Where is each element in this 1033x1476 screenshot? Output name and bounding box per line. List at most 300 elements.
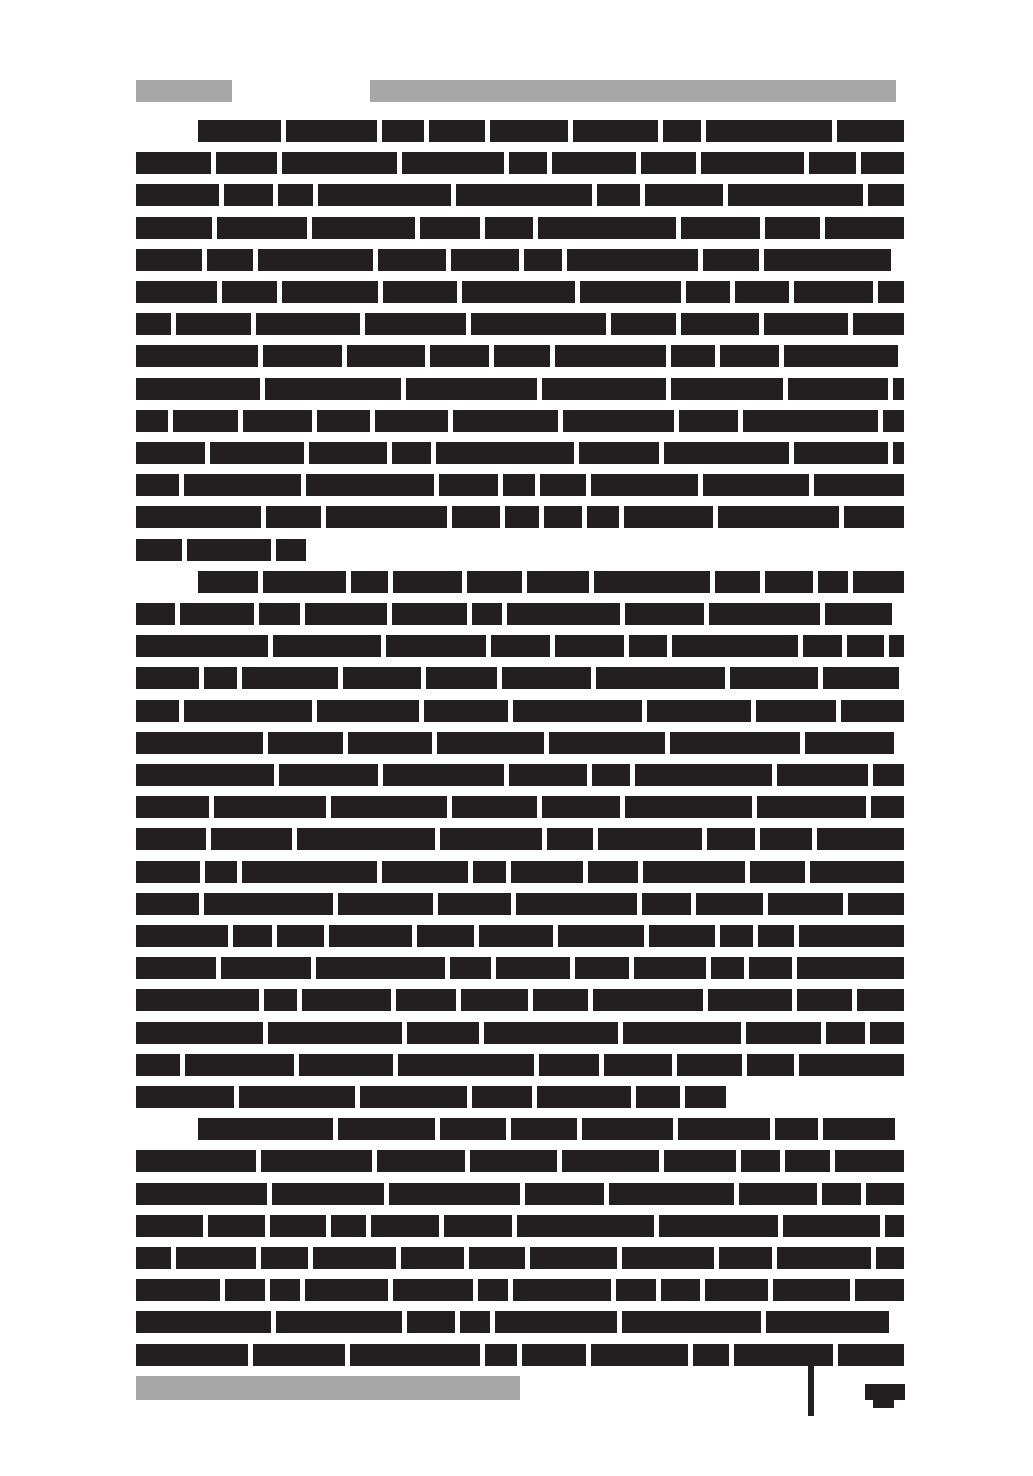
redacted-word xyxy=(440,828,542,850)
redacted-word xyxy=(136,410,168,432)
redacted-word xyxy=(261,1247,308,1269)
redacted-word xyxy=(136,700,179,722)
redacted-word xyxy=(549,732,665,754)
redacted-word xyxy=(378,249,446,271)
redacted-word xyxy=(809,152,856,174)
redacted-word xyxy=(591,474,698,496)
redacted-word xyxy=(438,893,511,915)
redacted-word xyxy=(214,796,326,818)
redacted-word xyxy=(478,1279,508,1301)
redacted-word xyxy=(389,1183,520,1205)
text-line xyxy=(136,442,904,464)
redacted-word xyxy=(407,1311,455,1333)
redacted-word xyxy=(216,152,277,174)
redacted-word xyxy=(671,378,783,400)
redacted-word xyxy=(136,732,263,754)
redacted-word xyxy=(866,1183,904,1205)
redacted-word xyxy=(313,1247,396,1269)
redacted-word xyxy=(207,249,253,271)
redacted-word xyxy=(136,539,182,561)
text-line xyxy=(136,957,904,979)
redacted-word xyxy=(756,700,836,722)
redacted-word xyxy=(208,1215,265,1237)
redacted-word xyxy=(136,667,199,689)
redacted-word xyxy=(847,635,884,657)
redacted-word xyxy=(184,700,312,722)
redacted-word xyxy=(868,184,904,206)
redacted-word xyxy=(855,1279,904,1301)
redacted-word xyxy=(365,313,466,335)
text-line xyxy=(136,1118,904,1140)
redacted-word xyxy=(406,378,537,400)
redacted-word xyxy=(398,1054,534,1076)
redacted-word xyxy=(664,1150,736,1172)
redacted-word xyxy=(848,893,904,915)
redacted-word xyxy=(659,1215,778,1237)
redacted-word xyxy=(456,184,592,206)
running-header-right xyxy=(370,80,896,102)
text-line xyxy=(136,571,904,593)
redacted-word xyxy=(522,1344,586,1366)
redacted-word xyxy=(490,120,568,142)
redacted-word xyxy=(823,1118,895,1140)
redacted-word xyxy=(386,635,486,657)
redacted-word xyxy=(757,796,866,818)
redacted-word xyxy=(611,313,676,335)
redacted-word xyxy=(876,1247,904,1269)
redacted-word xyxy=(509,152,547,174)
redacted-word xyxy=(730,667,818,689)
redacted-word xyxy=(270,1279,300,1301)
redacted-word xyxy=(857,989,904,1011)
redacted-word xyxy=(720,925,753,947)
redacted-word xyxy=(765,217,820,239)
redacted-word xyxy=(371,1215,439,1237)
text-line xyxy=(136,700,904,722)
redacted-word xyxy=(491,635,550,657)
redacted-word xyxy=(609,1183,734,1205)
redacted-word xyxy=(351,571,388,593)
text-line xyxy=(136,764,904,786)
text-line xyxy=(136,732,904,754)
text-line xyxy=(136,667,904,689)
redacted-word xyxy=(575,957,629,979)
redacted-word xyxy=(647,700,751,722)
redacted-word xyxy=(766,1311,889,1333)
redacted-word xyxy=(844,506,904,528)
redacted-word xyxy=(393,571,462,593)
redacted-word xyxy=(472,603,502,625)
redacted-word xyxy=(516,893,637,915)
redacted-word xyxy=(708,989,792,1011)
redacted-word xyxy=(184,474,301,496)
redacted-word xyxy=(604,1054,672,1076)
redacted-word xyxy=(679,410,738,432)
redacted-word xyxy=(350,1344,480,1366)
text-line xyxy=(136,410,904,432)
redacted-word xyxy=(347,345,425,367)
redacted-word xyxy=(467,571,522,593)
redacted-word xyxy=(709,603,820,625)
redacted-word xyxy=(799,925,904,947)
redacted-word xyxy=(616,1279,656,1301)
text-line xyxy=(136,989,904,1011)
redacted-word xyxy=(634,957,706,979)
redacted-word xyxy=(893,442,904,464)
redacted-word xyxy=(596,667,725,689)
redacted-word xyxy=(764,249,891,271)
redacted-word xyxy=(703,474,809,496)
redacted-word xyxy=(537,1086,631,1108)
redacted-word xyxy=(338,893,433,915)
redacted-word xyxy=(299,1054,393,1076)
redacted-word xyxy=(343,667,421,689)
page-number-tail xyxy=(873,1400,894,1408)
redacted-word xyxy=(797,989,852,1011)
redacted-word xyxy=(507,603,620,625)
redacted-word xyxy=(205,861,237,883)
redacted-word xyxy=(256,313,360,335)
redacted-word xyxy=(495,1311,617,1333)
redacted-word xyxy=(794,442,888,464)
redacted-word xyxy=(136,989,259,1011)
redacted-word xyxy=(278,184,313,206)
redacted-word xyxy=(210,442,304,464)
redacted-word xyxy=(841,700,904,722)
redacted-word xyxy=(579,442,659,464)
redacted-word xyxy=(444,1215,512,1237)
redacted-word xyxy=(176,1247,256,1269)
redacted-word xyxy=(383,281,457,303)
redacted-word xyxy=(360,1086,467,1108)
redacted-word xyxy=(582,1118,673,1140)
redacted-word xyxy=(473,861,506,883)
redacted-word xyxy=(739,1183,817,1205)
redacted-word xyxy=(217,217,307,239)
redacted-word xyxy=(305,603,387,625)
redacted-word xyxy=(221,957,311,979)
redacted-word xyxy=(623,1022,741,1044)
redacted-word xyxy=(594,571,710,593)
redacted-word xyxy=(563,410,674,432)
text-line xyxy=(136,378,904,400)
redacted-word xyxy=(719,1247,772,1269)
redacted-word xyxy=(136,861,200,883)
redacted-word xyxy=(329,925,412,947)
redacted-word xyxy=(517,1215,654,1237)
redacted-word xyxy=(818,571,848,593)
redacted-word xyxy=(272,1183,384,1205)
page-number xyxy=(865,1384,905,1400)
redacted-word xyxy=(573,120,658,142)
redacted-word xyxy=(760,828,812,850)
redacted-word xyxy=(471,313,606,335)
text-line xyxy=(136,635,904,657)
redacted-word xyxy=(705,1279,768,1301)
redacted-word xyxy=(485,1344,517,1366)
redacted-word xyxy=(417,925,474,947)
redacted-word xyxy=(276,539,306,561)
redacted-word xyxy=(505,506,539,528)
redacted-word xyxy=(642,893,691,915)
text-line xyxy=(136,506,904,528)
text-line xyxy=(136,1183,904,1205)
redacted-word xyxy=(544,506,582,528)
redacted-word xyxy=(562,1150,659,1172)
redacted-word xyxy=(317,700,419,722)
redacted-word xyxy=(402,152,504,174)
redacted-word xyxy=(136,1086,234,1108)
redacted-word xyxy=(592,764,630,786)
redacted-word xyxy=(470,1150,557,1172)
redacted-word xyxy=(734,1344,833,1366)
redacted-word xyxy=(176,313,251,335)
redacted-word xyxy=(593,989,703,1011)
redacted-word xyxy=(302,989,391,1011)
redacted-word xyxy=(393,1279,473,1301)
text-line xyxy=(136,184,904,206)
redacted-word xyxy=(440,1118,506,1140)
redacted-word xyxy=(136,1183,267,1205)
redacted-word xyxy=(625,796,752,818)
text-line xyxy=(136,925,904,947)
redacted-word xyxy=(681,313,759,335)
redacted-word xyxy=(424,700,508,722)
redacted-word xyxy=(788,378,888,400)
redacted-word xyxy=(253,1344,345,1366)
redacted-word xyxy=(649,925,715,947)
redacted-word xyxy=(555,635,624,657)
redacted-word xyxy=(263,571,346,593)
redacted-word xyxy=(540,474,586,496)
redacted-word xyxy=(136,313,171,335)
redacted-word xyxy=(533,989,588,1011)
redacted-word xyxy=(461,989,528,1011)
redacted-word xyxy=(889,635,904,657)
redacted-word xyxy=(853,313,904,335)
redacted-word xyxy=(784,345,898,367)
redacted-word xyxy=(452,796,537,818)
redacted-word xyxy=(273,635,381,657)
text-line xyxy=(136,1247,904,1269)
redacted-word xyxy=(513,1279,611,1301)
redacted-word xyxy=(136,925,228,947)
redacted-word xyxy=(306,474,434,496)
redacted-word xyxy=(392,603,467,625)
redacted-word xyxy=(728,184,863,206)
redacted-word xyxy=(870,1022,904,1044)
redacted-word xyxy=(524,249,562,271)
redacted-word xyxy=(826,1022,865,1044)
redacted-word xyxy=(538,217,676,239)
redacted-word xyxy=(853,571,904,593)
redacted-word xyxy=(503,474,535,496)
redacted-word xyxy=(331,796,447,818)
redacted-word xyxy=(136,796,209,818)
text-line xyxy=(136,796,904,818)
redacted-word xyxy=(198,571,258,593)
redacted-word xyxy=(625,603,704,625)
redacted-word xyxy=(317,410,370,432)
redacted-word xyxy=(136,893,199,915)
redacted-word xyxy=(222,281,277,303)
redacted-word xyxy=(817,828,904,850)
redacted-word xyxy=(597,184,640,206)
redacted-word xyxy=(664,442,789,464)
text-line xyxy=(136,1215,904,1237)
redacted-word xyxy=(764,313,848,335)
redacted-word xyxy=(588,861,638,883)
redacted-word xyxy=(204,667,237,689)
redacted-word xyxy=(264,989,297,1011)
redacted-word xyxy=(312,217,415,239)
redacted-word xyxy=(185,1054,294,1076)
redacted-word xyxy=(777,1247,871,1269)
redacted-word xyxy=(225,1279,265,1301)
text-line xyxy=(136,152,904,174)
redacted-word xyxy=(749,957,792,979)
redacted-word xyxy=(136,1150,256,1172)
redacted-word xyxy=(136,184,219,206)
text-line xyxy=(136,861,904,883)
redacted-word xyxy=(758,925,794,947)
redacted-word xyxy=(635,764,772,786)
redacted-word xyxy=(268,732,343,754)
redacted-word xyxy=(180,603,254,625)
redacted-word xyxy=(452,506,500,528)
redacted-word xyxy=(555,345,666,367)
redacted-word xyxy=(636,1086,680,1108)
redacted-word xyxy=(331,1215,366,1237)
redacted-word xyxy=(883,410,904,432)
redacted-word xyxy=(198,120,281,142)
redacted-word xyxy=(837,120,904,142)
text-line xyxy=(136,1086,904,1108)
redacted-word xyxy=(439,474,498,496)
text-line xyxy=(136,1150,904,1172)
redacted-word xyxy=(681,217,760,239)
redacted-word xyxy=(885,1215,904,1237)
text-line xyxy=(136,281,904,303)
redacted-word xyxy=(587,506,619,528)
redacted-word xyxy=(707,828,755,850)
redacted-word xyxy=(743,410,878,432)
redacted-word xyxy=(511,861,583,883)
redacted-word xyxy=(622,1311,761,1333)
redacted-word xyxy=(511,1118,577,1140)
redacted-word xyxy=(136,1279,220,1301)
redacted-word xyxy=(258,249,373,271)
redacted-word xyxy=(591,1344,688,1366)
redacted-word xyxy=(348,732,432,754)
text-line xyxy=(136,345,904,367)
redacted-word xyxy=(711,957,744,979)
redacted-word xyxy=(622,1247,714,1269)
text-line xyxy=(136,1344,904,1366)
redacted-word xyxy=(768,893,843,915)
redacted-word xyxy=(513,700,642,722)
redacted-word xyxy=(696,893,763,915)
redacted-word xyxy=(305,1279,388,1301)
redacted-word xyxy=(893,378,904,400)
redacted-word xyxy=(407,1022,479,1044)
redacted-word xyxy=(242,861,377,883)
redacted-word xyxy=(263,345,342,367)
text-line xyxy=(136,603,904,625)
redacted-word xyxy=(701,152,804,174)
redacted-word xyxy=(377,1150,465,1172)
redacted-word xyxy=(671,345,715,367)
redacted-word xyxy=(643,861,745,883)
redacted-word xyxy=(136,1344,248,1366)
redacted-word xyxy=(661,1279,700,1301)
redacted-word xyxy=(265,378,401,400)
redacted-word xyxy=(382,120,424,142)
redacted-word xyxy=(746,1022,821,1044)
redacted-word xyxy=(547,828,593,850)
redacted-word xyxy=(136,442,205,464)
redacted-word xyxy=(469,1247,525,1269)
redacted-word xyxy=(558,925,644,947)
redacted-word xyxy=(266,506,321,528)
redacted-word xyxy=(525,1183,604,1205)
redacted-word xyxy=(502,667,591,689)
redacted-word xyxy=(805,732,894,754)
redacted-word xyxy=(686,281,730,303)
redacted-word xyxy=(268,1022,402,1044)
redacted-word xyxy=(629,635,667,657)
redacted-word xyxy=(542,796,620,818)
text-line xyxy=(136,1279,904,1301)
redacted-word xyxy=(645,184,723,206)
running-header-left xyxy=(136,80,232,102)
redacted-word xyxy=(270,1215,326,1237)
redacted-word xyxy=(136,249,202,271)
redacted-word xyxy=(136,635,268,657)
redacted-word xyxy=(479,925,553,947)
redacted-word xyxy=(873,764,904,786)
redacted-word xyxy=(436,442,574,464)
redacted-word xyxy=(204,893,333,915)
redacted-word xyxy=(187,539,271,561)
redacted-word xyxy=(211,828,292,850)
redacted-word xyxy=(785,1150,830,1172)
redacted-word xyxy=(453,410,558,432)
redacted-word xyxy=(242,667,338,689)
redacted-word xyxy=(136,1247,171,1269)
redacted-word xyxy=(663,120,701,142)
text-line xyxy=(136,120,904,142)
redacted-word xyxy=(822,1183,861,1205)
redacted-word xyxy=(279,764,378,786)
redacted-word xyxy=(567,249,698,271)
redacted-word xyxy=(136,1054,180,1076)
redacted-word xyxy=(542,378,666,400)
redacted-word xyxy=(136,152,211,174)
redacted-word xyxy=(485,217,533,239)
redacted-word xyxy=(136,506,261,528)
redacted-word xyxy=(871,796,904,818)
redacted-word xyxy=(670,732,800,754)
redacted-word xyxy=(777,764,868,786)
redacted-word xyxy=(825,603,892,625)
text-line xyxy=(136,893,904,915)
redacted-word xyxy=(451,249,519,271)
redacted-word xyxy=(243,410,312,432)
redacted-word xyxy=(259,603,300,625)
redacted-word xyxy=(703,249,759,271)
redacted-word xyxy=(496,957,570,979)
